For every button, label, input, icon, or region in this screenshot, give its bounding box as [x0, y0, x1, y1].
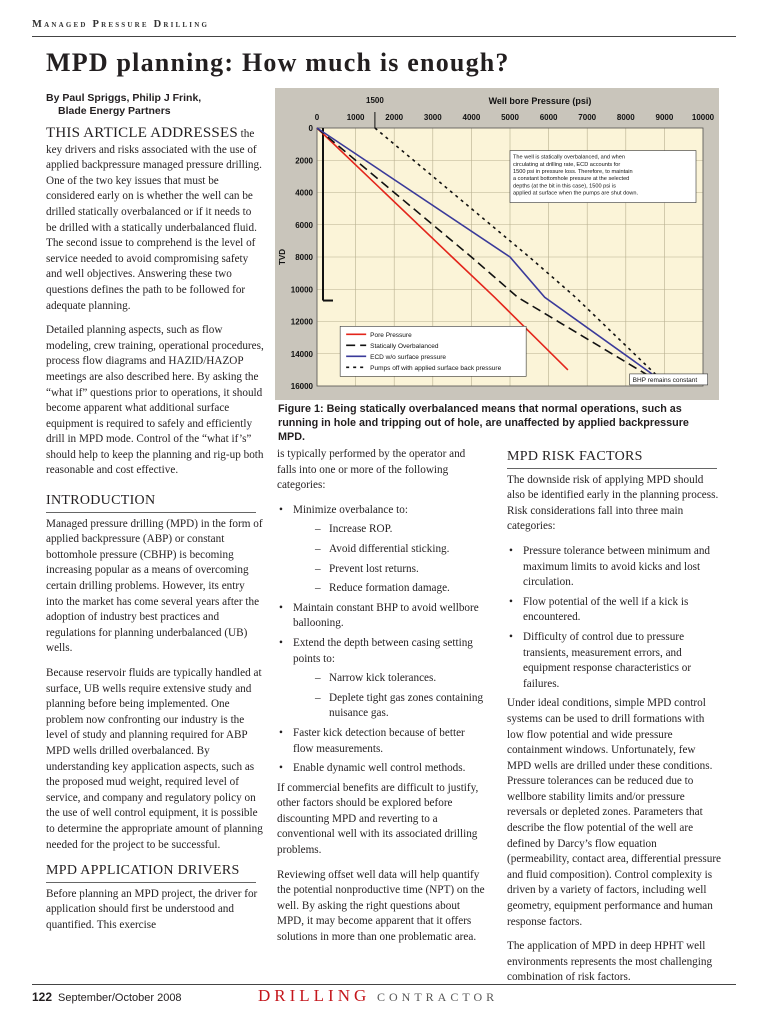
list-item: • Pressure tolerance between minimum and maximum limits to avoid kicks and lost circulation.	[519, 544, 721, 591]
heading-risk-factors: MPD RISK FACTORS	[507, 449, 721, 469]
y-tick-label: 10000	[290, 285, 313, 295]
paragraph: Before planning an MPD project, the driver for application should first be understood and quantified. This exercise	[46, 887, 258, 931]
annotation-line: circulating at drilling rate, ECD accounts for	[513, 161, 621, 168]
y-tick-label: 16000	[290, 382, 313, 391]
annotation-line: depths (at the bit in this case), 1500 psi is	[513, 183, 616, 190]
list-item	[289, 503, 485, 597]
x-tick-label: 5000	[501, 113, 519, 122]
list-item-text: Minimize overbalance to:	[293, 503, 408, 516]
x-tick-label: 8000	[616, 113, 635, 122]
page-number: 122	[32, 990, 53, 1004]
pressure-chart	[275, 88, 719, 400]
legend-entry: ECD w/o surface pressure	[370, 353, 447, 361]
paragraph: Under ideal conditions, simple MPD control systems can be used to drill formations with low flow potential and wide pressure containment windows. Unfortunately, few MPD wells are drilled under these conditions. Pressure tolerances can be reduced due to wellbore stability limits and/or pressure reversals or depleted zones. Parameters that describe the flow potential of the well are defined by Darcy’s flow equation (permeability, contact area, differential pressure and fluid composition). Control complexity is driven by a variety of factors, including well geometry, equipment performance and human response factors.	[507, 697, 722, 928]
figure-caption: Figure 1: Being statically overbalanced means that normal operations, such as running in hole and tripping out of hole, are unaffected by applied backpressure MPD.	[278, 403, 689, 443]
x-tick-label: 9000	[655, 113, 674, 122]
list-item: • Flow potential of the well if a kick is encountered.	[519, 595, 721, 626]
x-tick-label: 3000	[423, 113, 442, 122]
sub-list-item: – Deplete tight gas zones containing nuisance gas.	[315, 691, 485, 722]
sub-list-item: – Narrow kick tolerances.	[315, 671, 485, 687]
running-head: Managed Pressure Drilling	[32, 19, 210, 30]
issue-date: September/October 2008	[58, 992, 182, 1004]
annotation-line: applied at surface when the pumps are shut down.	[513, 190, 639, 197]
legend-entry: Pore Pressure	[370, 331, 412, 339]
intro-paragraph	[46, 126, 264, 314]
intro-text: the key drivers and risks associated with the use of applied backpressure managed pressure drilling. One of the two key issues that must be considered early on is whether the well can be drilled statically overbalanced or if it needs to be drilled with a statically underbalanced fluid. The second issue to comprehend is the level of service needed to avoid compromising safety and well objectives. Answering these two questions defines the path to be followed for adequate planning.	[46, 128, 262, 312]
heading-introduction: INTRODUCTION	[46, 493, 264, 513]
chart-title: Well bore Pressure (psi)	[488, 96, 592, 106]
footer-folio	[32, 990, 182, 1004]
x-tick-label: 2000	[385, 113, 404, 122]
paragraph: If commercial benefits are difficult to justify, other factors should be explored before discounting MPD and reverting to a conventional well with its associated drilling problems.	[277, 781, 479, 857]
sub-list	[293, 522, 485, 596]
column-3	[507, 449, 721, 995]
y-axis-label: TVD	[278, 249, 287, 265]
y-tick-label: 0	[308, 124, 313, 133]
sub-list	[293, 671, 485, 722]
paragraph: Reviewing offset well data will help quantify the potential nonproductive time (NPT) on the well. By asking the right questions about MPD, it may become apparent that it offers solutions in more than one problematic area.	[277, 868, 485, 944]
paragraph: The application of MPD in deep HPHT well environments represents the most challenging combination of risk factors.	[507, 940, 713, 984]
y-tick-label: 8000	[295, 253, 313, 262]
drivers-list	[277, 503, 485, 777]
byline-affiliation: Blade Energy Partners	[58, 105, 171, 117]
column-2	[277, 447, 485, 955]
x-tick-label: 4000	[462, 113, 481, 122]
y-tick-label: 2000	[295, 156, 313, 166]
list-item: • Faster kick detection because of better flow measurements.	[289, 726, 485, 757]
byline	[46, 92, 201, 118]
figure-1	[275, 88, 719, 400]
plot-area	[278, 96, 715, 391]
footer-rule	[32, 984, 736, 985]
sub-list-item: – Increase ROP.	[315, 522, 485, 538]
paragraph: Managed pressure drilling (MPD) in the form of applied backpressure (ABP) or constant bottomhole pressure (CBHP) is becoming increasing popular as a means of overcoming certain drilling problems. However, its entry into the market has come several years after the adoption of industry best practices and regulations for planning underbalanced (UB) wells.	[46, 517, 263, 655]
list-item: • Difficulty of control due to pressure transients, measurement errors, and equipment response characteristics or failures.	[519, 630, 721, 692]
article-title: MPD planning: How much is enough?	[46, 48, 510, 77]
heading-application-drivers: MPD APPLICATION DRIVERS	[46, 863, 264, 883]
x-tick-label: 10000	[691, 113, 715, 122]
publication-logo	[258, 986, 498, 1006]
legend-entry: Pumps off with applied surface back pressure	[370, 364, 502, 372]
sub-list-item: – Avoid differential sticking.	[315, 542, 485, 558]
list-item-text: Extend the depth between casing setting points to:	[293, 636, 473, 665]
paragraph: Because reservoir fluids are typically handled at surface, UB wells require extensive study and planning before being implemented. One problem now confronting our industry is the level of study and planning required for ABP MPD wells drilled overbalanced. By understanding key application aspects, such as the proposed mud weight, required level of service, and company and regulatory policy on the use of well control equipment, it is possible to determine the appropriate amount of planning needed for the project to be successful.	[46, 667, 263, 851]
y-tick-label: 14000	[290, 349, 313, 359]
column-1	[46, 126, 264, 943]
annotation-line: 1500 psi in pressure loss. Therefore, to maintain	[513, 168, 633, 175]
marker-label: 1500	[366, 96, 384, 105]
y-tick-label: 12000	[290, 317, 313, 327]
annotation-text	[513, 155, 638, 197]
lead-words: THIS ARTICLE ADDRESSES	[46, 125, 238, 141]
x-tick-label: 0	[314, 113, 320, 122]
y-tick-label: 6000	[295, 220, 313, 230]
annotation-line: The well is statically overbalanced, and when	[513, 154, 625, 161]
y-tick-label: 4000	[295, 188, 313, 198]
logo-drilling: DRILLING	[258, 986, 371, 1005]
annotation-line: a constant bottomhole pressure at the selected	[513, 176, 630, 183]
list-item	[289, 636, 485, 722]
x-tick-label: 7000	[578, 113, 597, 122]
legend-entry: Statically Overbalanced	[370, 342, 439, 350]
paragraph: is typically performed by the operator and falls into one or more of the following categories:	[277, 448, 466, 492]
top-rule	[32, 36, 736, 37]
list-item: • Maintain constant BHP to avoid wellbore ballooning.	[289, 601, 485, 632]
end-label: BHP remains constant	[632, 376, 698, 384]
paragraph: Detailed planning aspects, such as flow modeling, crew training, operational procedures, process flow diagrams and HAZID/HAZOP meetings are also described here. By asking the “what if” questions prior to operations, it should become apparent what additional surface equipment is required to safely and efficiently drill in MPD mode. Control of the “what if’s” should help to keep the planning and rig-up both reasonable and cost effective.	[46, 324, 264, 477]
sub-list-item: – Reduce formation damage.	[315, 581, 485, 597]
x-tick-label: 1000	[346, 113, 365, 122]
sub-list-item: – Prevent lost returns.	[315, 562, 485, 578]
risk-list	[507, 544, 721, 692]
logo-contractor: CONTRACTOR	[377, 990, 499, 1004]
list-item: • Enable dynamic well control methods.	[289, 761, 485, 777]
byline-authors: By Paul Spriggs, Philip J Frink,	[46, 92, 202, 104]
paragraph: The downside risk of applying MPD should also be identified early in the planning process. Risk considerations fall into three main categories:	[507, 473, 719, 533]
x-tick-label: 6000	[539, 113, 558, 122]
